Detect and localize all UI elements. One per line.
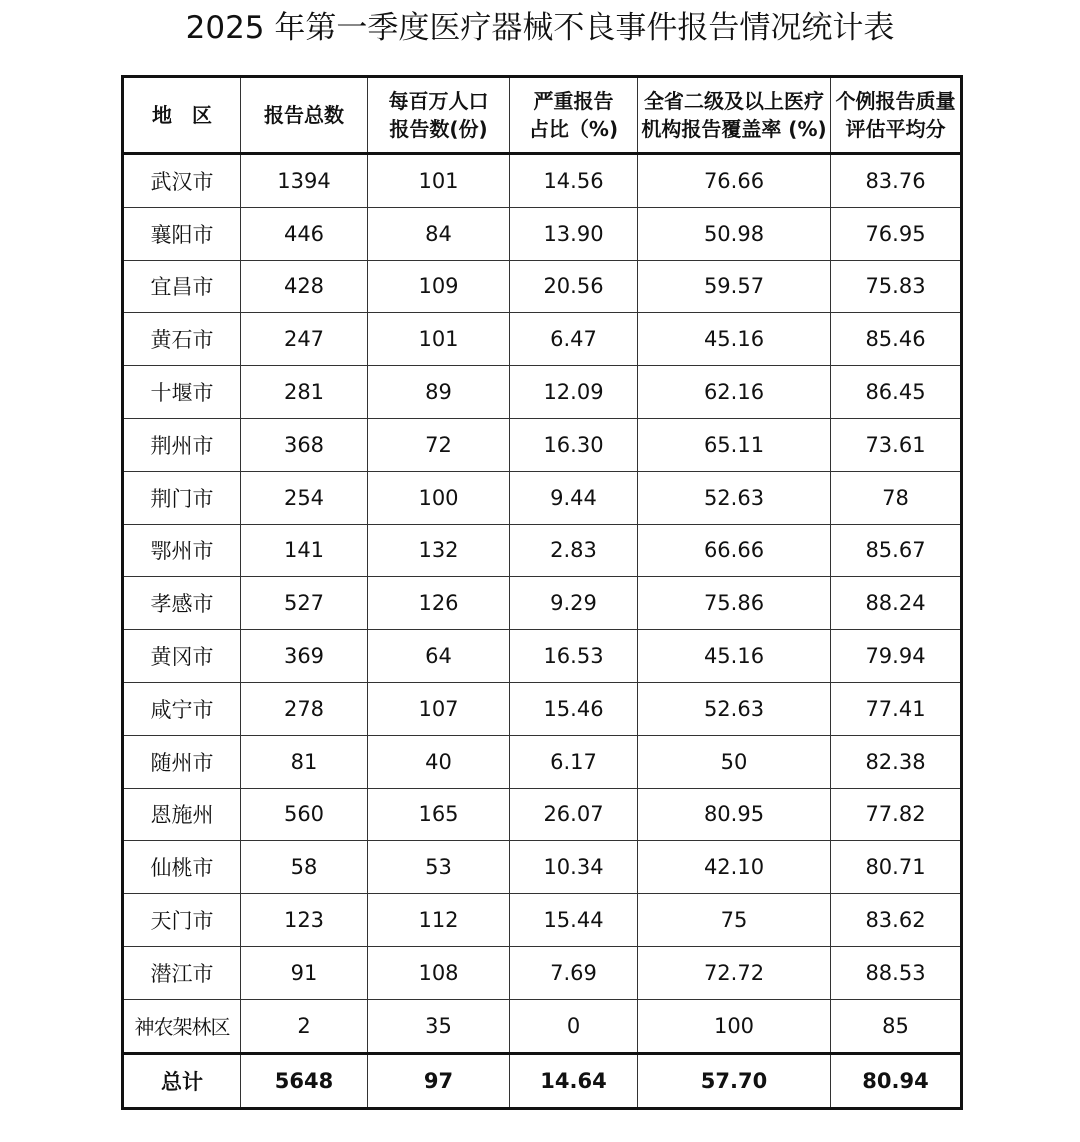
statistics-table [121,75,963,1110]
cell-region: 天门市 [123,894,241,947]
cell-region: 孝感市 [123,577,241,630]
cell-region: 仙桃市 [123,841,241,894]
cell-region: 潜江市 [123,946,241,999]
cell-quality-score: 83.62 [831,894,962,947]
cell-total-reports: 281 [241,366,368,419]
cell-total-reports: 247 [241,313,368,366]
cell-serious-pct: 7.69 [510,946,638,999]
cell-coverage-pct: 80.95 [638,788,831,841]
cell-coverage-pct: 45.16 [638,313,831,366]
table-row [123,946,962,999]
total-reports: 5648 [241,1053,368,1108]
cell-total-reports: 2 [241,999,368,1053]
cell-serious-pct: 13.90 [510,207,638,260]
cell-quality-score: 85 [831,999,962,1053]
cell-quality-score: 88.53 [831,946,962,999]
cell-coverage-pct: 76.66 [638,154,831,208]
table-row [123,524,962,577]
cell-region: 荆门市 [123,471,241,524]
table-row [123,841,962,894]
cell-serious-pct: 6.17 [510,735,638,788]
table-row [123,630,962,683]
table-row [123,313,962,366]
table-row [123,682,962,735]
cell-serious-pct: 9.44 [510,471,638,524]
cell-coverage-pct: 66.66 [638,524,831,577]
page-title: 2025 年第一季度医疗器械不良事件报告情况统计表 [185,10,895,46]
cell-total-reports: 81 [241,735,368,788]
cell-coverage-pct: 75.86 [638,577,831,630]
cell-serious-pct: 16.53 [510,630,638,683]
table-row [123,788,962,841]
cell-quality-score: 85.46 [831,313,962,366]
cell-total-reports: 123 [241,894,368,947]
header-per-million-line2: 报告数(份) [389,117,488,141]
table-row [123,471,962,524]
cell-coverage-pct: 50 [638,735,831,788]
header-total-reports-label: 报告总数 [264,103,344,127]
cell-per-million: 72 [368,418,510,471]
cell-quality-score: 79.94 [831,630,962,683]
cell-total-reports: 58 [241,841,368,894]
cell-per-million: 40 [368,735,510,788]
cell-region: 襄阳市 [123,207,241,260]
cell-coverage-pct: 65.11 [638,418,831,471]
cell-coverage-pct: 45.16 [638,630,831,683]
cell-coverage-pct: 52.63 [638,471,831,524]
cell-total-reports: 560 [241,788,368,841]
cell-total-reports: 369 [241,630,368,683]
cell-total-reports: 368 [241,418,368,471]
cell-per-million: 53 [368,841,510,894]
cell-total-reports: 428 [241,260,368,313]
cell-per-million: 89 [368,366,510,419]
cell-coverage-pct: 59.57 [638,260,831,313]
table-row [123,366,962,419]
cell-region: 咸宁市 [123,682,241,735]
cell-per-million: 108 [368,946,510,999]
header-quality-score-line2: 评估平均分 [845,117,946,141]
cell-serious-pct: 20.56 [510,260,638,313]
cell-serious-pct: 12.09 [510,366,638,419]
cell-per-million: 165 [368,788,510,841]
table-row [123,735,962,788]
total-region: 总计 [123,1053,241,1108]
cell-quality-score: 80.71 [831,841,962,894]
total-per-million: 97 [368,1053,510,1108]
cell-serious-pct: 16.30 [510,418,638,471]
header-quality-score-line1: 个例报告质量 [835,89,956,113]
header-serious-pct-line2: 占比（%) [528,117,619,141]
cell-region: 宜昌市 [123,260,241,313]
cell-coverage-pct: 50.98 [638,207,831,260]
cell-region: 武汉市 [123,154,241,208]
table-row [123,207,962,260]
cell-serious-pct: 15.46 [510,682,638,735]
cell-coverage-pct: 100 [638,999,831,1053]
table-row [123,894,962,947]
cell-region: 十堰市 [123,366,241,419]
total-serious-pct: 14.64 [510,1053,638,1108]
cell-per-million: 101 [368,154,510,208]
header-coverage-pct-line1: 全省二级及以上医疗 [644,89,824,113]
cell-per-million: 126 [368,577,510,630]
cell-serious-pct: 10.34 [510,841,638,894]
header-quality-score [831,77,962,154]
header-coverage-pct-line2: 机构报告覆盖率 (%) [641,117,827,141]
cell-region: 荆州市 [123,418,241,471]
header-region-label: 地 区 [152,103,212,127]
total-quality-score: 80.94 [831,1053,962,1108]
cell-per-million: 100 [368,471,510,524]
cell-per-million: 132 [368,524,510,577]
cell-quality-score: 78 [831,471,962,524]
table-row [123,577,962,630]
cell-total-reports: 91 [241,946,368,999]
cell-coverage-pct: 72.72 [638,946,831,999]
table-row [123,999,962,1053]
cell-region: 神农架林区 [123,999,241,1053]
cell-quality-score: 86.45 [831,366,962,419]
total-coverage-pct: 57.70 [638,1053,831,1108]
cell-region: 随州市 [123,735,241,788]
cell-total-reports: 446 [241,207,368,260]
header-serious-pct-line1: 严重报告 [533,89,614,113]
table-body [123,154,962,1054]
cell-serious-pct: 15.44 [510,894,638,947]
cell-serious-pct: 14.56 [510,154,638,208]
cell-coverage-pct: 62.16 [638,366,831,419]
cell-per-million: 101 [368,313,510,366]
cell-region: 黄冈市 [123,630,241,683]
header-per-million-line1: 每百万人口 [388,89,489,113]
cell-coverage-pct: 75 [638,894,831,947]
cell-region: 鄂州市 [123,524,241,577]
cell-region: 恩施州 [123,788,241,841]
table-row [123,418,962,471]
cell-total-reports: 527 [241,577,368,630]
cell-per-million: 35 [368,999,510,1053]
cell-per-million: 112 [368,894,510,947]
header-region [123,77,241,154]
cell-serious-pct: 2.83 [510,524,638,577]
header-row [123,77,962,154]
cell-per-million: 107 [368,682,510,735]
cell-quality-score: 76.95 [831,207,962,260]
cell-per-million: 64 [368,630,510,683]
cell-region: 黄石市 [123,313,241,366]
cell-quality-score: 75.83 [831,260,962,313]
cell-serious-pct: 0 [510,999,638,1053]
cell-total-reports: 141 [241,524,368,577]
cell-coverage-pct: 52.63 [638,682,831,735]
cell-quality-score: 77.41 [831,682,962,735]
cell-total-reports: 1394 [241,154,368,208]
cell-serious-pct: 9.29 [510,577,638,630]
table-row [123,154,962,208]
cell-serious-pct: 6.47 [510,313,638,366]
cell-quality-score: 77.82 [831,788,962,841]
cell-serious-pct: 26.07 [510,788,638,841]
cell-quality-score: 83.76 [831,154,962,208]
header-per-million [368,77,510,154]
cell-quality-score: 85.67 [831,524,962,577]
cell-total-reports: 278 [241,682,368,735]
cell-per-million: 84 [368,207,510,260]
cell-coverage-pct: 42.10 [638,841,831,894]
header-total-reports [241,77,368,154]
cell-total-reports: 254 [241,471,368,524]
header-coverage-pct [638,77,831,154]
cell-per-million: 109 [368,260,510,313]
cell-quality-score: 73.61 [831,418,962,471]
cell-quality-score: 82.38 [831,735,962,788]
header-serious-pct [510,77,638,154]
table-row [123,260,962,313]
total-row [123,1053,962,1108]
cell-quality-score: 88.24 [831,577,962,630]
